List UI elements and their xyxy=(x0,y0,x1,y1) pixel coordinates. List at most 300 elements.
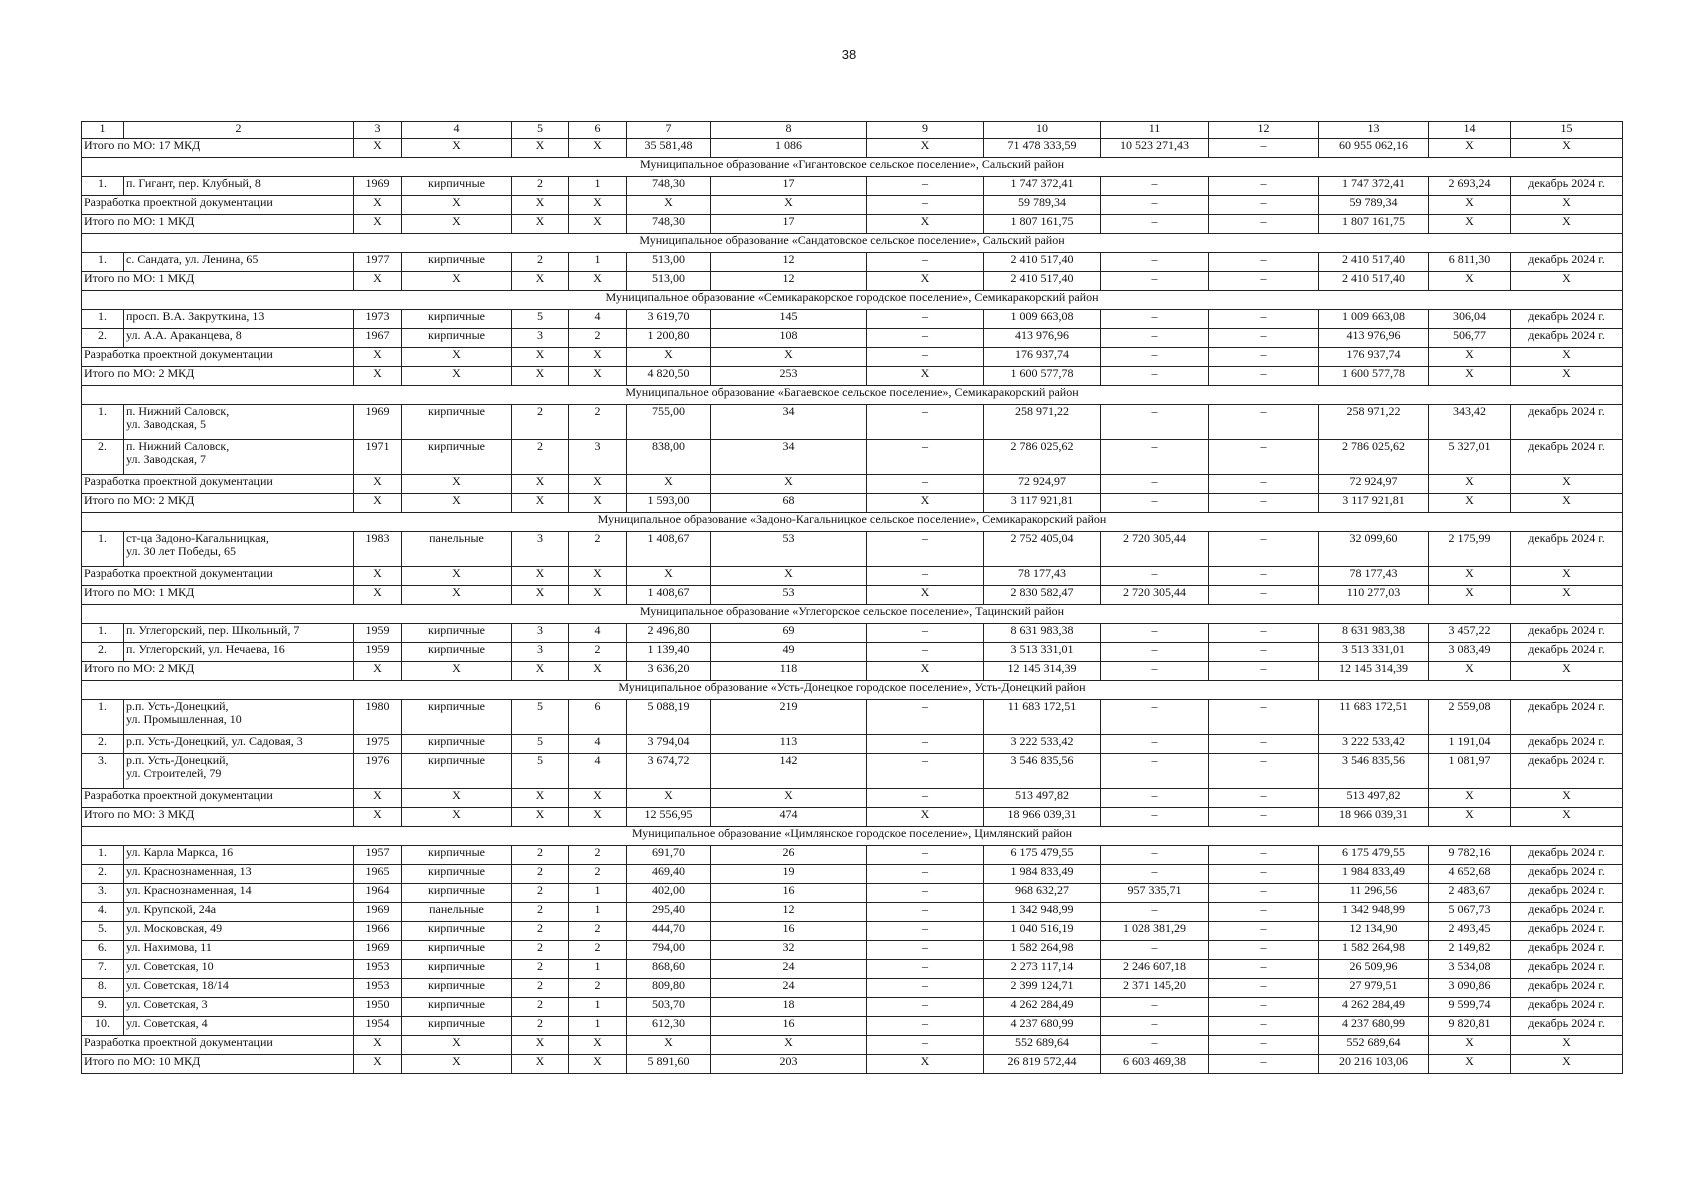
table-cell: X xyxy=(512,662,569,681)
section-header-row xyxy=(82,827,1623,846)
table-cell: X xyxy=(1511,196,1623,215)
table-cell: декабрь 2024 г. xyxy=(1511,624,1623,643)
table-cell: 3 117 921,81 xyxy=(984,494,1101,513)
table-cell: – xyxy=(867,884,984,903)
table-row xyxy=(82,754,1623,789)
table-cell: 1969 xyxy=(354,941,402,960)
table-cell: – xyxy=(1209,1017,1319,1036)
table-cell: 1 408,67 xyxy=(627,586,711,605)
table-cell: X xyxy=(569,367,627,386)
table-cell: – xyxy=(1209,1055,1319,1074)
table-cell: 1971 xyxy=(354,440,402,475)
table-cell: 2 xyxy=(569,846,627,865)
section-header-row xyxy=(82,291,1623,310)
table-cell: 253 xyxy=(711,367,867,386)
row-number: 4. xyxy=(82,903,124,922)
table-cell: – xyxy=(1101,253,1209,272)
table-cell: 12 xyxy=(711,272,867,291)
table-cell: X xyxy=(1429,367,1511,386)
table-cell: X xyxy=(1429,348,1511,367)
table-row xyxy=(82,998,1623,1017)
table-cell: – xyxy=(867,979,984,998)
table-cell: X xyxy=(711,196,867,215)
table-cell: – xyxy=(867,440,984,475)
table-cell: X xyxy=(512,215,569,234)
table-cell: декабрь 2024 г. xyxy=(1511,884,1623,903)
table-cell: – xyxy=(867,998,984,1017)
table-cell: 24 xyxy=(711,979,867,998)
table-cell: X xyxy=(512,196,569,215)
table-cell: 176 937,74 xyxy=(984,348,1101,367)
section-header-row xyxy=(82,605,1623,624)
table-cell: X xyxy=(1429,789,1511,808)
table-cell: 3 117 921,81 xyxy=(1319,494,1429,513)
table-cell: кирпичные xyxy=(402,941,512,960)
table-cell: – xyxy=(867,177,984,196)
building-address: п. Углегорский, пер. Школьный, 7 xyxy=(124,624,354,643)
table-cell: 5 xyxy=(512,310,569,329)
table-cell: 113 xyxy=(711,735,867,754)
table-cell: 1959 xyxy=(354,643,402,662)
table-cell: 2 559,08 xyxy=(1429,700,1511,735)
table-cell: X xyxy=(1511,586,1623,605)
table-cell: 755,00 xyxy=(627,405,711,440)
table-cell: декабрь 2024 г. xyxy=(1511,903,1623,922)
table-cell: 306,04 xyxy=(1429,310,1511,329)
table-cell: 10 523 271,43 xyxy=(1101,139,1209,158)
table-cell: X xyxy=(1429,662,1511,681)
table-cell: X xyxy=(1511,662,1623,681)
table-cell: кирпичные xyxy=(402,177,512,196)
table-cell: 2 xyxy=(512,884,569,903)
table-cell: кирпичные xyxy=(402,700,512,735)
table-cell: 32 099,60 xyxy=(1319,532,1429,567)
table-cell: 2 830 582,47 xyxy=(984,586,1101,605)
table-cell: – xyxy=(1209,348,1319,367)
table-cell: 1 807 161,75 xyxy=(1319,215,1429,234)
total-row-label: Итого по МО: 3 МКД xyxy=(82,808,354,827)
table-cell: X xyxy=(1511,808,1623,827)
table-cell: 1 984 833,49 xyxy=(984,865,1101,884)
table-cell: – xyxy=(1209,196,1319,215)
table-cell: X xyxy=(1511,567,1623,586)
table-cell: – xyxy=(867,941,984,960)
table-cell: 34 xyxy=(711,440,867,475)
table-cell: 1 408,67 xyxy=(627,532,711,567)
table-cell: – xyxy=(867,567,984,586)
building-address: ул. Советская, 3 xyxy=(124,998,354,1017)
table-cell: кирпичные xyxy=(402,754,512,789)
table-cell: 2 xyxy=(569,329,627,348)
column-number-cell: 1 xyxy=(82,122,124,139)
table-cell: – xyxy=(1209,177,1319,196)
table-cell: – xyxy=(1209,567,1319,586)
table-cell: 11 683 172,51 xyxy=(1319,700,1429,735)
table-cell: 402,00 xyxy=(627,884,711,903)
table-cell: X xyxy=(867,1055,984,1074)
table-cell: – xyxy=(1101,662,1209,681)
table-cell: – xyxy=(867,846,984,865)
table-cell: 1 582 264,98 xyxy=(984,941,1101,960)
table-cell: – xyxy=(1101,624,1209,643)
table-cell: кирпичные xyxy=(402,735,512,754)
table-cell: кирпичные xyxy=(402,253,512,272)
table-cell: 2 xyxy=(512,865,569,884)
table-cell: 552 689,64 xyxy=(1319,1036,1429,1055)
building-address: п. Нижний Саловск, ул. Заводская, 7 xyxy=(124,440,354,475)
table-cell: 68 xyxy=(711,494,867,513)
table-cell: кирпичные xyxy=(402,310,512,329)
table-cell: 34 xyxy=(711,405,867,440)
table-cell: 6 811,30 xyxy=(1429,253,1511,272)
total-row xyxy=(82,348,1623,367)
table-cell: – xyxy=(1209,272,1319,291)
table-cell: 53 xyxy=(711,532,867,567)
table-cell: 2 xyxy=(512,405,569,440)
table-cell: – xyxy=(867,865,984,884)
row-number: 1. xyxy=(82,253,124,272)
column-number-cell: 12 xyxy=(1209,122,1319,139)
total-row-label: Итого по МО: 17 МКД xyxy=(82,139,354,158)
total-row xyxy=(82,367,1623,386)
table-cell: 1969 xyxy=(354,177,402,196)
row-number: 3. xyxy=(82,754,124,789)
table-cell: X xyxy=(402,662,512,681)
building-address: п. Углегорский, ул. Нечаева, 16 xyxy=(124,643,354,662)
table-cell: X xyxy=(354,586,402,605)
table-cell: – xyxy=(867,348,984,367)
table-cell: 1964 xyxy=(354,884,402,903)
table-cell: декабрь 2024 г. xyxy=(1511,846,1623,865)
table-cell: X xyxy=(512,272,569,291)
table-cell: X xyxy=(512,494,569,513)
building-address: ул. Советская, 4 xyxy=(124,1017,354,1036)
table-cell: 3 546 835,56 xyxy=(1319,754,1429,789)
table-cell: кирпичные xyxy=(402,884,512,903)
table-cell: 110 277,03 xyxy=(1319,586,1429,605)
table-cell: 612,30 xyxy=(627,1017,711,1036)
table-cell: кирпичные xyxy=(402,440,512,475)
table-cell: X xyxy=(569,215,627,234)
table-cell: 12 556,95 xyxy=(627,808,711,827)
table-cell: 3 xyxy=(512,329,569,348)
table-cell: X xyxy=(1511,272,1623,291)
column-number-cell: 9 xyxy=(867,122,984,139)
row-number: 1. xyxy=(82,177,124,196)
table-cell: X xyxy=(1511,348,1623,367)
section-header-row xyxy=(82,681,1623,700)
table-cell: X xyxy=(512,139,569,158)
row-number: 2. xyxy=(82,735,124,754)
table-cell: X xyxy=(512,808,569,827)
table-cell: 11 683 172,51 xyxy=(984,700,1101,735)
table-cell: 3 534,08 xyxy=(1429,960,1511,979)
table-cell: X xyxy=(354,567,402,586)
table-cell: 2 693,24 xyxy=(1429,177,1511,196)
table-cell: – xyxy=(1209,884,1319,903)
section-header-row xyxy=(82,513,1623,532)
table-cell: X xyxy=(354,475,402,494)
table-cell: 2 xyxy=(569,922,627,941)
table-cell: X xyxy=(354,367,402,386)
table-cell: X xyxy=(1429,1036,1511,1055)
table-cell: X xyxy=(402,1055,512,1074)
table-cell: 748,30 xyxy=(627,177,711,196)
table-cell: 203 xyxy=(711,1055,867,1074)
table-cell: – xyxy=(1209,960,1319,979)
table-cell: X xyxy=(711,567,867,586)
column-number-cell: 14 xyxy=(1429,122,1511,139)
total-row xyxy=(82,1055,1623,1074)
table-cell: X xyxy=(867,808,984,827)
table-cell: 5 xyxy=(512,735,569,754)
row-number: 2. xyxy=(82,440,124,475)
table-cell: 2 xyxy=(512,1017,569,1036)
table-cell: X xyxy=(569,475,627,494)
table-cell: 2 399 124,71 xyxy=(984,979,1101,998)
total-row-label: Итого по МО: 2 МКД xyxy=(82,662,354,681)
table-cell: 1969 xyxy=(354,903,402,922)
table-cell: 18 966 039,31 xyxy=(984,808,1101,827)
row-number: 5. xyxy=(82,922,124,941)
table-cell: X xyxy=(627,475,711,494)
table-row xyxy=(82,532,1623,567)
table-cell: – xyxy=(1209,865,1319,884)
row-number: 1. xyxy=(82,532,124,567)
table-cell: декабрь 2024 г. xyxy=(1511,700,1623,735)
table-cell: – xyxy=(1209,754,1319,789)
table-cell: 108 xyxy=(711,329,867,348)
row-number: 1. xyxy=(82,310,124,329)
table-cell: X xyxy=(354,272,402,291)
table-cell: 24 xyxy=(711,960,867,979)
row-number: 9. xyxy=(82,998,124,1017)
table-cell: – xyxy=(867,960,984,979)
table-cell: 16 xyxy=(711,1017,867,1036)
table-cell: 35 581,48 xyxy=(627,139,711,158)
table-cell: 6 175 479,55 xyxy=(1319,846,1429,865)
table-cell: – xyxy=(1209,215,1319,234)
table-cell: – xyxy=(867,735,984,754)
table-cell: – xyxy=(1209,700,1319,735)
table-cell: – xyxy=(1209,440,1319,475)
table-cell: 26 xyxy=(711,846,867,865)
table-cell: – xyxy=(1209,808,1319,827)
building-address: р.п. Усть-Донецкий, ул. Строителей, 79 xyxy=(124,754,354,789)
table-cell: кирпичные xyxy=(402,846,512,865)
building-address: ул. Московская, 49 xyxy=(124,922,354,941)
table-cell: X xyxy=(867,494,984,513)
total-row-label: Итого по МО: 2 МКД xyxy=(82,494,354,513)
table-cell: декабрь 2024 г. xyxy=(1511,532,1623,567)
total-row-label: Разработка проектной документации xyxy=(82,348,354,367)
table-cell: – xyxy=(1209,532,1319,567)
table-cell: 552 689,64 xyxy=(984,1036,1101,1055)
municipality-section-title: Муниципальное образование «Задоно-Кагальницкое сельское поселение», Семикаракорский район xyxy=(82,513,1623,532)
table-cell: X xyxy=(354,789,402,808)
table-cell: – xyxy=(1209,1036,1319,1055)
table-cell: X xyxy=(1511,1036,1623,1055)
total-row-label: Разработка проектной документации xyxy=(82,567,354,586)
table-cell: X xyxy=(569,272,627,291)
table-cell: X xyxy=(354,494,402,513)
table-cell: 258 971,22 xyxy=(1319,405,1429,440)
table-cell: 513,00 xyxy=(627,253,711,272)
table-cell: 69 xyxy=(711,624,867,643)
table-cell: X xyxy=(402,567,512,586)
table-cell: 3 083,49 xyxy=(1429,643,1511,662)
table-cell: 2 786 025,62 xyxy=(1319,440,1429,475)
table-cell: – xyxy=(1101,808,1209,827)
table-cell: 2 xyxy=(512,941,569,960)
table-cell: декабрь 2024 г. xyxy=(1511,998,1623,1017)
table-row xyxy=(82,979,1623,998)
municipality-section-title: Муниципальное образование «Усть-Донецкое городское поселение», Усть-Донецкий район xyxy=(82,681,1623,700)
table-cell: 957 335,71 xyxy=(1101,884,1209,903)
table-cell: 26 819 572,44 xyxy=(984,1055,1101,1074)
table-cell: – xyxy=(1101,494,1209,513)
table-cell: – xyxy=(867,624,984,643)
table-cell: 78 177,43 xyxy=(1319,567,1429,586)
table-cell: X xyxy=(1429,1055,1511,1074)
table-cell: 12 145 314,39 xyxy=(1319,662,1429,681)
table-cell: – xyxy=(1209,139,1319,158)
table-cell: 2 496,80 xyxy=(627,624,711,643)
table-cell: 1976 xyxy=(354,754,402,789)
table-cell: X xyxy=(354,348,402,367)
row-number: 1. xyxy=(82,405,124,440)
table-row xyxy=(82,310,1623,329)
table-cell: 1950 xyxy=(354,998,402,1017)
table-cell: X xyxy=(1429,567,1511,586)
table-cell: X xyxy=(711,1036,867,1055)
table-cell: X xyxy=(512,1055,569,1074)
table-row xyxy=(82,643,1623,662)
table-cell: 1977 xyxy=(354,253,402,272)
table-cell: – xyxy=(1101,1036,1209,1055)
table-cell: 2 752 405,04 xyxy=(984,532,1101,567)
table-cell: 1966 xyxy=(354,922,402,941)
total-row xyxy=(82,789,1623,808)
table-cell: 1953 xyxy=(354,960,402,979)
table-cell: – xyxy=(1209,405,1319,440)
table-cell: X xyxy=(867,139,984,158)
table-cell: – xyxy=(1209,941,1319,960)
table-cell: X xyxy=(1511,789,1623,808)
table-cell: 5 067,73 xyxy=(1429,903,1511,922)
table-cell: 1 xyxy=(569,177,627,196)
table-cell: X xyxy=(569,586,627,605)
table-cell: – xyxy=(867,1017,984,1036)
table-cell: – xyxy=(867,922,984,941)
table-cell: 6 xyxy=(569,700,627,735)
table-cell: 2 720 305,44 xyxy=(1101,586,1209,605)
table-cell: 16 xyxy=(711,922,867,941)
table-cell: X xyxy=(1511,367,1623,386)
table-cell: 794,00 xyxy=(627,941,711,960)
column-number-cell: 5 xyxy=(512,122,569,139)
table-cell: 118 xyxy=(711,662,867,681)
table-cell: – xyxy=(1101,846,1209,865)
table-cell: 1 139,40 xyxy=(627,643,711,662)
table-row xyxy=(82,865,1623,884)
table-cell: 1967 xyxy=(354,329,402,348)
table-cell: X xyxy=(354,215,402,234)
table-cell: декабрь 2024 г. xyxy=(1511,941,1623,960)
table-cell: – xyxy=(867,754,984,789)
table-cell: X xyxy=(569,662,627,681)
table-cell: 1 593,00 xyxy=(627,494,711,513)
table-cell: декабрь 2024 г. xyxy=(1511,735,1623,754)
table-cell: 9 599,74 xyxy=(1429,998,1511,1017)
table-cell: 2 410 517,40 xyxy=(1319,253,1429,272)
table-cell: 1 009 663,08 xyxy=(984,310,1101,329)
table-cell: 1959 xyxy=(354,624,402,643)
table-cell: 2 xyxy=(512,440,569,475)
table-cell: – xyxy=(1209,494,1319,513)
table-cell: – xyxy=(1209,662,1319,681)
table-cell: 1 086 xyxy=(711,139,867,158)
table-row xyxy=(82,405,1623,440)
table-cell: X xyxy=(402,475,512,494)
table-cell: – xyxy=(1101,475,1209,494)
table-cell: X xyxy=(569,196,627,215)
table-cell: 1957 xyxy=(354,846,402,865)
table-cell: 12 134,90 xyxy=(1319,922,1429,941)
total-row xyxy=(82,196,1623,215)
table-cell: – xyxy=(1101,348,1209,367)
table-cell: 2 xyxy=(512,922,569,941)
column-number-cell: 11 xyxy=(1101,122,1209,139)
table-cell: 60 955 062,16 xyxy=(1319,139,1429,158)
table-cell: 4 xyxy=(569,754,627,789)
row-number: 3. xyxy=(82,884,124,903)
table-cell: 1 xyxy=(569,998,627,1017)
table-row xyxy=(82,735,1623,754)
table-cell: 1 081,97 xyxy=(1429,754,1511,789)
table-cell: X xyxy=(867,662,984,681)
table-cell: – xyxy=(1101,177,1209,196)
table-cell: X xyxy=(1429,475,1511,494)
table-cell: 413 976,96 xyxy=(984,329,1101,348)
table-row xyxy=(82,624,1623,643)
table-cell: 1 009 663,08 xyxy=(1319,310,1429,329)
row-number: 6. xyxy=(82,941,124,960)
table-cell: кирпичные xyxy=(402,865,512,884)
table-cell: 1 191,04 xyxy=(1429,735,1511,754)
table-cell: – xyxy=(1209,586,1319,605)
table-cell: – xyxy=(1209,979,1319,998)
table-cell: декабрь 2024 г. xyxy=(1511,253,1623,272)
total-row-label: Итого по МО: 10 МКД xyxy=(82,1055,354,1074)
table-cell: 506,77 xyxy=(1429,329,1511,348)
table-row xyxy=(82,884,1623,903)
table-cell: X xyxy=(1429,808,1511,827)
table-cell: X xyxy=(512,586,569,605)
table-cell: 513,00 xyxy=(627,272,711,291)
table-cell: 4 262 284,49 xyxy=(1319,998,1429,1017)
table-cell: – xyxy=(867,1036,984,1055)
table-cell: X xyxy=(1511,215,1623,234)
table-cell: 2 175,99 xyxy=(1429,532,1511,567)
table-cell: 2 720 305,44 xyxy=(1101,532,1209,567)
table-cell: – xyxy=(1209,624,1319,643)
building-address: ул. А.А. Араканцева, 8 xyxy=(124,329,354,348)
table-cell: 2 xyxy=(569,405,627,440)
table-cell: – xyxy=(1209,475,1319,494)
table-cell: X xyxy=(354,662,402,681)
total-row xyxy=(82,475,1623,494)
